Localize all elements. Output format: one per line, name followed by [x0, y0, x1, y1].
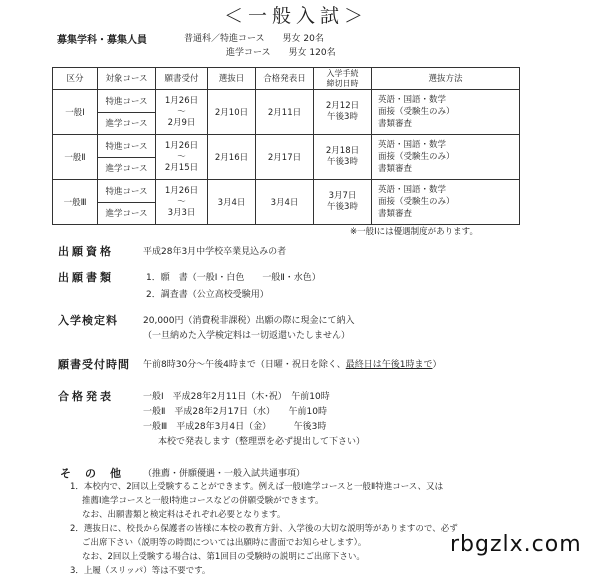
announce-note: 本校で発表します（整理票を必ず提出して下さい）	[158, 437, 366, 447]
deadline-date: 3月7日	[328, 191, 357, 201]
accept-start: 1月26日	[164, 140, 199, 151]
method-subjects: 英語・国語・数学	[378, 140, 447, 150]
method-subjects: 英語・国語・数学	[378, 95, 447, 105]
table-row	[53, 180, 520, 225]
announce-line-1: 一般Ⅰ 平成28年2月11日（木･祝） 午前10時	[143, 392, 330, 402]
row-kubun: 一般Ⅰ	[53, 90, 98, 135]
row-method	[372, 90, 520, 135]
documents-line-1: 1．願 書（一般Ⅰ・白色 一般Ⅱ・水色）	[146, 273, 321, 283]
method-interview: 面接（受験生のみ）	[378, 197, 455, 207]
method-documents: 書類審査	[378, 164, 413, 174]
row-accept	[156, 90, 208, 135]
qualification-text: 平成28年3月中学校卒業見込みの者	[143, 247, 287, 257]
qualification-label: 出願資格	[58, 245, 114, 258]
method-interview: 面接（受験生のみ）	[378, 152, 455, 162]
accept-end: 2月15日	[164, 162, 199, 173]
accept-start: 1月26日	[164, 185, 199, 196]
row-date: 2月10日	[208, 90, 256, 135]
deadline-time: 午後3時	[327, 157, 358, 167]
other-line-1: 1．本校内で、2回以上受験することができます。例えば一般Ⅰ進学コースと一般Ⅱ特進コース、又は	[70, 482, 444, 492]
table-row	[53, 135, 520, 180]
row-accept	[156, 180, 208, 225]
other-label: その他	[60, 467, 135, 480]
row-accept	[156, 135, 208, 180]
hours-text-post: ）	[432, 360, 442, 370]
fee-line-2: （一旦納めた入学検定料は一切返還いたしません）	[143, 331, 351, 341]
other-line-7: 3．上履（スリッパ）等は不要です。	[70, 566, 211, 576]
deadline-date: 2月12日	[325, 101, 360, 111]
other-line-4: 2．選抜日に、校長から保護者の皆様に本校の教育方針、入学後の大切な説明等がありますので、必ず	[70, 524, 458, 534]
other-line-5: ご出席下さい（説明等の時間については出願時に書面でお知らせします）。	[82, 538, 367, 548]
accept-tilde: 〜	[177, 106, 186, 117]
accept-end: 2月9日	[167, 117, 196, 128]
selection-table	[52, 67, 520, 225]
announce-line-2: 一般Ⅱ 平成28年2月17日（水） 午前10時	[143, 407, 328, 417]
row-deadline	[314, 180, 372, 225]
course-shingaku: 進学コース	[105, 209, 148, 220]
course-shingaku: 進学コース	[105, 164, 148, 175]
recruit-line-2: 進学コース 男女 120名	[226, 48, 336, 58]
deadline-date: 2月18日	[325, 146, 360, 156]
fee-line-1: 20,000円（消費税非課税）出願の際に現金にて納入	[143, 316, 355, 326]
hours-text-underlined: 最終日は午後1時まで	[345, 360, 433, 370]
course-tokushin: 特進コース	[98, 135, 155, 158]
row-courses	[98, 180, 156, 225]
method-interview: 面接（受験生のみ）	[378, 107, 455, 117]
fee-label: 入学検定料	[58, 314, 118, 327]
row-result: 3月4日	[256, 180, 314, 225]
course-tokushin: 特進コース	[98, 90, 155, 113]
row-kubun: 一般Ⅱ	[53, 135, 98, 180]
row-date: 3月4日	[208, 180, 256, 225]
row-method	[372, 180, 520, 225]
method-subjects: 英語・国語・数学	[378, 185, 447, 195]
table-row	[53, 90, 520, 135]
table-header-row	[53, 68, 520, 90]
row-deadline	[314, 90, 372, 135]
announce-label: 合格発表	[58, 390, 114, 403]
row-kubun: 一般Ⅲ	[53, 180, 98, 225]
hours-text-pre: 午前8時30分〜午後4時まで（日曜・祝日を除く、	[143, 360, 346, 370]
row-courses	[98, 90, 156, 135]
row-result: 2月11日	[256, 90, 314, 135]
other-sub: （推薦・併願優遇・一般入試共通事項）	[143, 469, 306, 479]
row-date: 2月16日	[208, 135, 256, 180]
row-deadline	[314, 135, 372, 180]
row-courses	[98, 135, 156, 180]
table-note: ※一般Ⅰには優遇制度があります。	[350, 227, 478, 237]
course-tokushin: 特進コース	[98, 180, 155, 203]
documents-line-2: 2．調査書（公立高校受験用）	[146, 290, 269, 300]
accept-end: 3月3日	[167, 207, 196, 218]
header-result: 合格発表日	[256, 68, 314, 90]
accept-tilde: 〜	[177, 196, 186, 207]
other-line-2: 推薦Ⅰ進学コースと一般Ⅰ特進コースなどの併願受験ができます。	[82, 496, 324, 506]
recruit-line-1: 普通科／特進コース 男女 20名	[184, 34, 324, 44]
deadline-time: 午後3時	[327, 112, 358, 122]
recruit-heading: 募集学科・募集人員	[57, 35, 147, 46]
method-documents: 書類審査	[378, 209, 413, 219]
header-kubun: 区分	[53, 68, 98, 90]
course-shingaku: 進学コース	[105, 119, 148, 130]
row-method	[372, 135, 520, 180]
header-date: 選抜日	[208, 68, 256, 90]
watermark-text: rbgzlx.com	[450, 532, 582, 557]
deadline-time: 午後3時	[327, 202, 358, 212]
hours-text	[143, 357, 441, 370]
header-accept: 願書受付	[156, 68, 208, 90]
accept-tilde: 〜	[177, 151, 186, 162]
method-documents: 書類審査	[378, 119, 413, 129]
row-result: 2月17日	[256, 135, 314, 180]
announce-line-3: 一般Ⅲ 平成28年3月4日（金） 午後3時	[143, 422, 327, 432]
other-line-6: なお、2回以上受験する場合は、第1回目の受験時の説明にご出席下さい。	[82, 552, 365, 562]
other-line-3: なお、出願書類と検定料はそれぞれ必要となります。	[82, 510, 286, 520]
documents-label: 出願書類	[58, 271, 114, 284]
hours-label: 願書受付時間	[58, 358, 130, 371]
header-deadline: 入学手続 締切日時	[314, 68, 372, 90]
header-method: 選抜方法	[372, 68, 520, 90]
page-title: ＜一般入試＞	[223, 5, 368, 27]
accept-start: 1月26日	[164, 95, 199, 106]
header-course: 対象コース	[98, 68, 156, 90]
